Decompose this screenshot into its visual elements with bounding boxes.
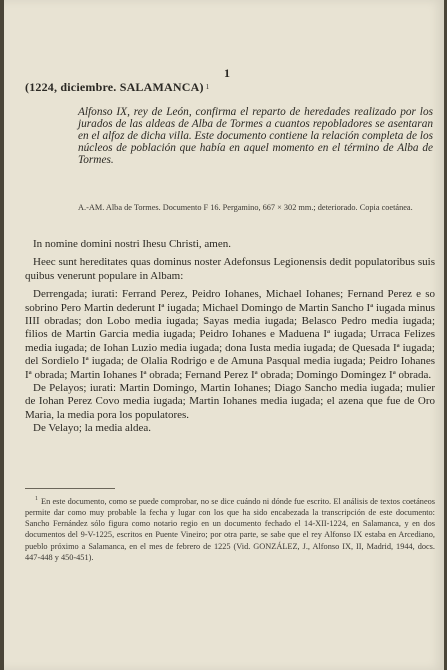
book-page	[4, 0, 444, 670]
footnote-mark: 1	[35, 496, 38, 502]
heading-text: (1224, diciembre. SALAMANCA)	[25, 80, 204, 94]
document-summary: Alfonso IX, rey de León, confirma el reparto de heredades realizado por los jurados de las aldeas de Alba de Tormes a cuantos repobladores se asentaran en el alfoz de dicha villa. Este documento contiene la relación completa de los núcleos de población que había en aquel momento en el término de Alba de Tormes.	[78, 106, 433, 167]
footnote	[25, 494, 435, 563]
footnote-text: En este documento, como se puede comprobar, no se dice cuándo ni dónde fue escrito. El análisis de textos coetáneos permite dar como muy probable la fecha y lugar con los que ha sido encabezada la transcripción de este documento: Sancho Fernández sólo figura como notario regio en un documento fechado el 14-XII-1224, en Salamanca, y en dos documentos del 9-V-1225, escritos en Puente Vineiro; por otra parte, se sabe que el rey Alfonso IX estaba en Arcediano, pueblo próximo a Salamanca, en el mes de febrero de 1225 (Vid. GONZÁLEZ, J., Alfonso IX, II, Madrid, 1944, docs. 447-448 y 450-451).	[25, 496, 435, 562]
paragraph-invocation: In nomine domini nostri Ihesu Christi, amen.	[33, 238, 231, 250]
document-number: 1	[224, 66, 230, 80]
paragraph-derrengada: Derrengada; iurati: Ferrand Perez, Peidro Iohanes, Michael Iohanes; Fernand Perez e so sobrino Pero Martin dederunt Iª iugada; Michael Domingo de Martin Sancho Iª iugada minus IIII obradas; don Lobo media iugada; Sayas media iugada; Belasco Pedro media iugada; filios de Martin Garcia media iugada; Peidro Iohanes e Maduena Iª iugada; Urraca Felizes media iugada; de Iohan Luzio media iugada; dona Iusta media iugada; de Quesada Iª iugada; del Sordielo Iª iugada; de Olalia Rodrigo e de Amuna Pasqual media iugada; Peidro Iohanes Iª obrada; Martin Iohanes Iª obrada; Fernand Perez Iª obrada; Domingo Domingez Iª obrada.	[25, 288, 435, 381]
paragraph-preamble: Heec sunt hereditates quas dominus noster Adefonsus Legionensis dedit populatoribus suis quibus venerunt populare in Albam:	[25, 256, 435, 282]
paragraph-pelayos: De Pelayos; iurati: Martin Domingo, Martin Iohanes; Diago Sancho media iugada; mulier de Iohan Perez Covo media iugada; Martin Iohanes media iugada; el azena que fue de Oro Maria, la media pora los populatores.	[25, 382, 435, 421]
transcription	[25, 238, 435, 436]
archival-source: A.-AM. Alba de Tormes. Documento F 16. Pergamino, 667 × 302 mm.; deteriorado. Copia coetánea.	[78, 203, 413, 212]
heading-footnote-ref: 1	[205, 83, 210, 91]
footnote-divider	[25, 488, 115, 489]
paragraph-velayo: De Velayo; la media aldea.	[33, 422, 151, 435]
document-heading	[25, 80, 209, 95]
